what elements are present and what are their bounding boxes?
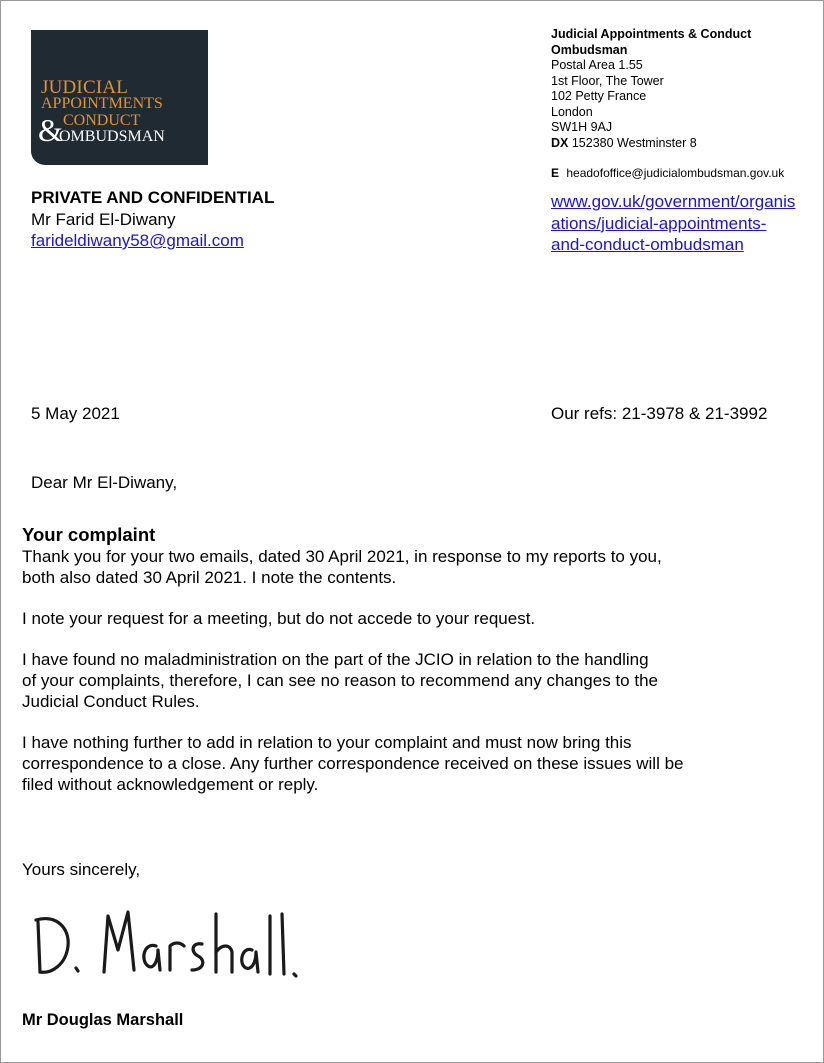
recipient-email-link[interactable]: farideldiwany58@gmail.com: [31, 231, 244, 250]
sender-email-line: [551, 166, 816, 182]
body-paragraph: I note your request for a meeting, but do not accede to your request.: [22, 609, 536, 628]
logo-line-ombudsman: OMBUDSMAN: [59, 128, 165, 145]
subject-heading: Your complaint: [22, 524, 156, 545]
signer-name: Mr Douglas Marshall: [22, 1011, 184, 1029]
logo-line-conduct: CONDUCT: [63, 112, 141, 129]
dx-value: 152380 Westminster 8: [571, 135, 697, 150]
letter-body: [22, 523, 722, 815]
body-paragraph: I have found no maladministration on the part of the JCIO in relation to the handling of your complaints, therefore, I can see no reason to recommend any changes to the Judicial Conduct Rules.: [22, 650, 658, 711]
address-line: 102 Petty France: [551, 89, 647, 103]
letter-date: 5 May 2021: [31, 404, 120, 423]
website-line[interactable]: www.gov.uk/government/organis: [551, 192, 796, 211]
recipient-block: [31, 187, 274, 252]
ombudsman-logo: [31, 30, 208, 165]
body-paragraph: Thank you for your two emails, dated 30 April 2021, in response to my reports to you, both also dated 30 April 2021. I note the contents.: [22, 547, 662, 587]
email-label: E: [551, 166, 560, 180]
address-line: Postal Area 1.55: [551, 58, 643, 72]
sender-address-block: [551, 27, 816, 182]
dx-label: DX: [551, 135, 569, 150]
confidential-label: PRIVATE AND CONFIDENTIAL: [31, 188, 275, 207]
handwritten-signature: [26, 894, 306, 989]
sender-email: headofoffice@judicialombudsman.gov.uk: [566, 166, 785, 180]
logo-ampersand: &: [38, 112, 63, 148]
salutation: Dear Mr El-Diwany,: [31, 473, 178, 492]
website-line[interactable]: and-conduct-ombudsman: [551, 235, 744, 254]
logo-line-judicial: JUDICIAL: [41, 77, 129, 98]
website-line[interactable]: ations/judicial-appointments-: [551, 213, 767, 233]
recipient-name: Mr Farid El-Diwany: [31, 209, 176, 229]
address-line: London: [551, 104, 593, 119]
address-line: SW1H 9AJ: [551, 120, 613, 134]
sender-name: Judicial Appointments & Conduct Ombudsman: [551, 27, 752, 57]
closing-phrase: Yours sincerely,: [22, 860, 141, 879]
dx-line: [551, 136, 816, 152]
website-link[interactable]: [551, 191, 819, 256]
logo-line-appointments: APPOINTMENTS: [41, 95, 163, 112]
reference-numbers: Our refs: 21-3978 & 21-3992: [551, 404, 768, 423]
body-paragraph: I have nothing further to add in relation to your complaint and must now bring this correspondence to a close. Any further correspondence received on these issues will be filed without acknowledgement or reply.: [22, 733, 684, 794]
address-line: 1st Floor, The Tower: [551, 73, 664, 88]
